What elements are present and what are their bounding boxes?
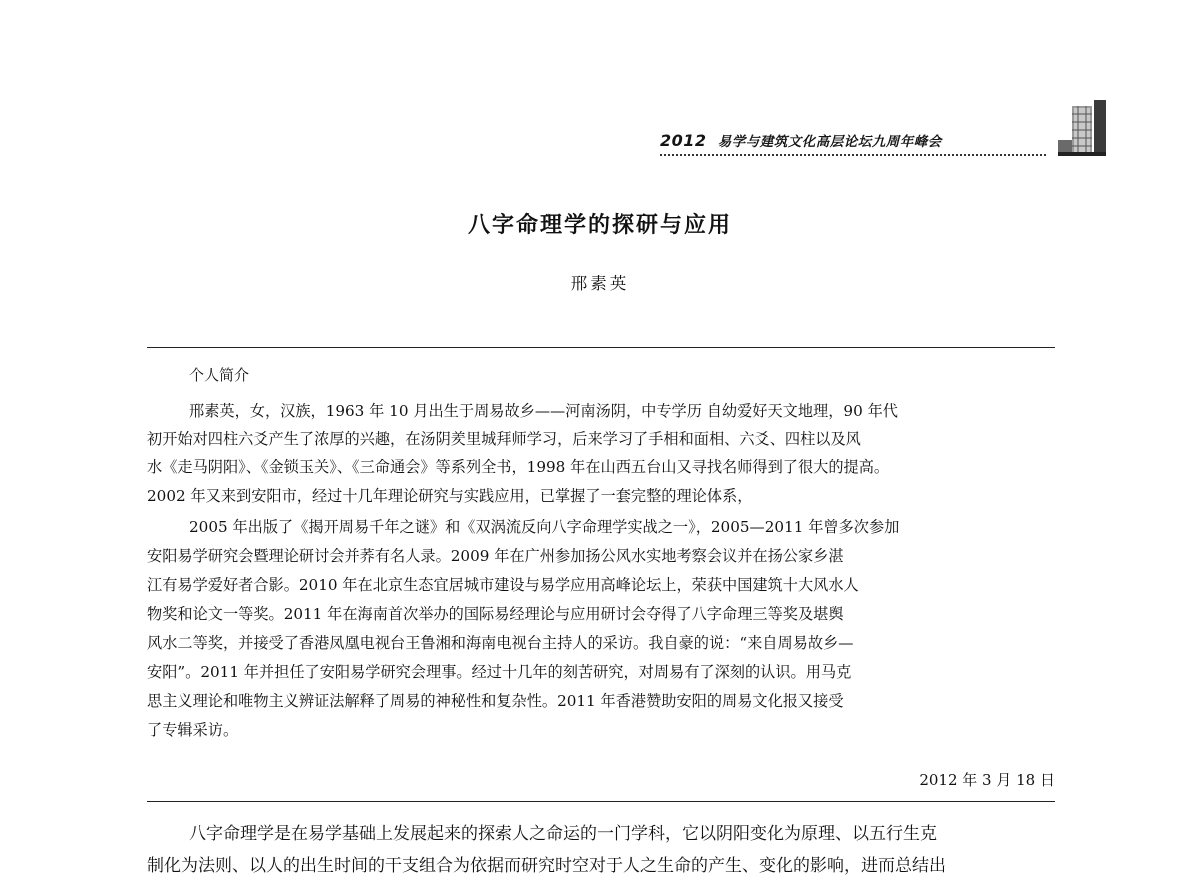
bio-line: 2002 年又来到安阳市，经过十几年理论研究与实践应用，已掌握了一套完整的理论体系， — [147, 487, 753, 505]
bio-line: 水《走马阴阳》、《金锁玉关》、《三命通会》等系列全书，1998 年在山西五台山又寻找名师得到了很大的提高。 — [147, 458, 890, 476]
bio-date: 2012 年 3 月 18 日 — [919, 771, 1055, 789]
bio-line: 了专辑采访。 — [147, 721, 239, 739]
bio-bottom-rule — [147, 801, 1055, 802]
bio-line: 安阳易学研究会暨理论研讨会并荞有名人录。2009 年在广州参加扬公风水实地考察会议并在扬公家乡湛 — [147, 547, 844, 565]
article-author: 邢素英 — [570, 274, 630, 293]
article-title: 八字命理学的探研与应用 — [467, 213, 732, 238]
body-paragraph-line: 八字命理学是在易学基础上发展起来的探索人之命运的一门学科，它以阴阳变化为原理、以五行生克 — [189, 824, 937, 844]
bio-line: 安阳”。2011 年并担任了安阳易学研究会理事。经过十几年的刻苦研究，对周易有了深刻的认识。用马克 — [147, 663, 852, 681]
header-year: 2012 — [660, 131, 707, 150]
bio-heading: 个人简介 — [189, 366, 250, 384]
bio-line: 思主义理论和唯物主义辨证法解释了周易的神秘性和复杂性。2011 年香港赞助安阳的周易文化报又接受 — [147, 692, 844, 710]
bio-line: 风水二等奖，并接受了香港凤凰电视台王鲁湘和海南电视台主持人的采访。我自豪的说：“来自周易故乡— — [147, 634, 854, 652]
bio-line: 2005 年出版了《揭开周易千年之谜》和《双涡流反向八字命理学实战之一》，2005—2011 年曾多次参加 — [189, 518, 900, 536]
running-header — [660, 130, 1046, 156]
pagoda-ornament-icon — [1058, 100, 1106, 156]
bio-line: 初开始对四柱六爻产生了浓厚的兴趣，在汤阴羑里城拜师学习，后来学习了手相和面相、六爻、四柱以及风 — [147, 430, 861, 448]
bio-line: 江有易学爱好者合影。2010 年在北京生态宜居城市建设与易学应用高峰论坛上，荣获中国建筑十大风水人 — [147, 576, 859, 594]
bio-line: 邢素英，女，汉族，1963 年 10 月出生于周易故乡——河南汤阴，中专学历 自幼爱好天文地理，90 年代 — [189, 402, 898, 420]
body-paragraph-line: 制化为法则、以人的出生时间的干支组合为依据而研究时空对于人之生命的产生、变化的影响，进而总结出 — [147, 856, 946, 876]
header-conference: 易学与建筑文化高层论坛九周年峰会 — [717, 134, 942, 150]
bio-top-rule — [147, 347, 1055, 348]
bio-line: 物奖和论文一等奖。2011 年在海南首次举办的国际易经理论与应用研讨会夺得了八字命理三等奖及堪舆 — [147, 605, 844, 623]
